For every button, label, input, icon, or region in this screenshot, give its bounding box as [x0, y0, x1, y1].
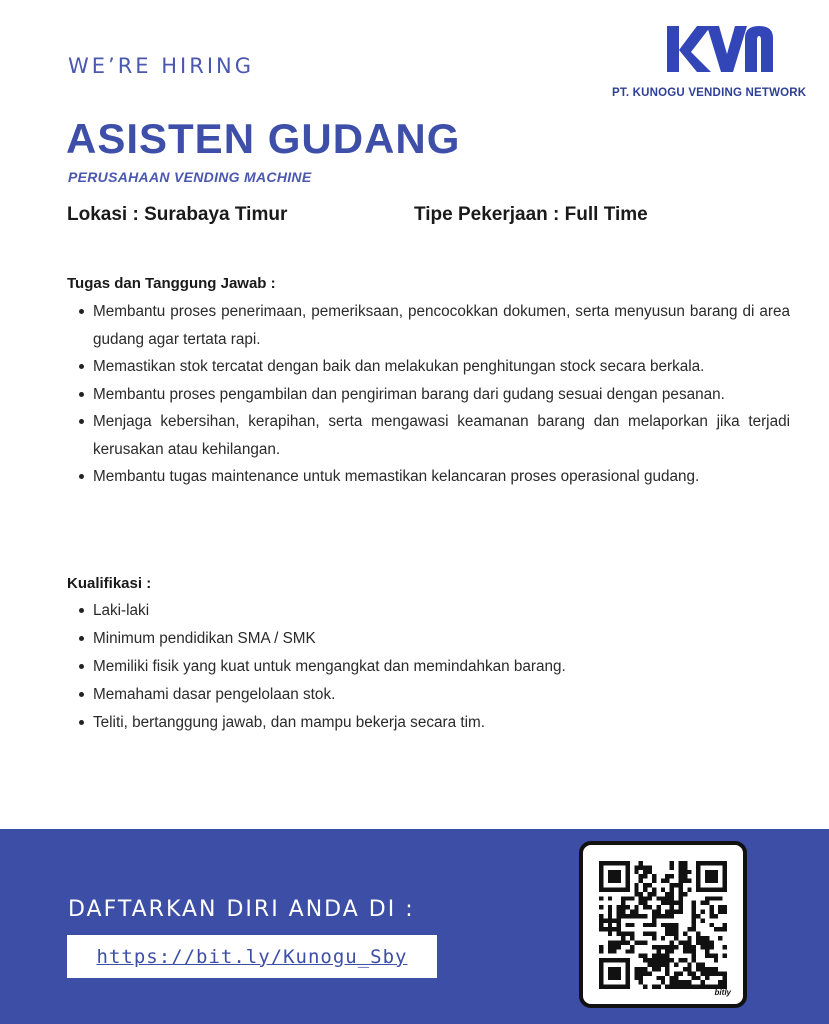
job-location: Lokasi : Surabaya Timur: [67, 204, 288, 225]
qualifications-heading: Kualifikasi :: [67, 575, 152, 592]
list-item: Laki-laki: [76, 597, 790, 625]
list-item: Memiliki fisik yang kuat untuk mengangkat dan memindahkan barang.: [76, 653, 790, 681]
bullet-icon: [79, 720, 84, 725]
job-type: Tipe Pekerjaan : Full Time: [414, 204, 648, 225]
duties-heading: Tugas dan Tanggung Jawab :: [67, 275, 276, 292]
bullet-icon: [79, 692, 84, 697]
qualifications-list: [76, 597, 790, 737]
list-item: Minimum pendidikan SMA / SMK: [76, 625, 790, 653]
list-item: Memahami dasar pengelolaan stok.: [76, 681, 790, 709]
bullet-icon: [79, 664, 84, 669]
list-item: Membantu tugas maintenance untuk memastikan kelancaran proses operasional gudang.: [76, 463, 790, 491]
company-logo: [612, 24, 822, 104]
list-item: Teliti, bertanggung jawab, dan mampu bekerja secara tim.: [76, 709, 790, 737]
hiring-tagline: WE’RE HIRING: [68, 54, 254, 78]
bullet-icon: [79, 608, 84, 613]
list-item: Memastikan stok tercatat dengan baik dan melakukan penghitungan stock secara berkala.: [76, 353, 790, 381]
job-subtitle: PERUSAHAAN VENDING MACHINE: [68, 169, 312, 185]
kvn-logo-icon: [667, 24, 775, 74]
url-box[interactable]: [67, 935, 437, 978]
company-name: PT. KUNOGU VENDING NETWORK: [612, 87, 807, 99]
list-item: Membantu proses penerimaan, pemeriksaan, pencocokkan dokumen, serta menyusun barang di area gudang agar tertata rapi.: [76, 298, 790, 353]
registration-link[interactable]: https://bit.ly/Kunogu_Sby: [96, 945, 408, 968]
duties-list: [76, 298, 790, 491]
bullet-icon: [79, 364, 84, 369]
qr-code[interactable]: [579, 841, 747, 1008]
bullet-icon: [79, 474, 84, 479]
qr-code-icon: [599, 861, 727, 989]
bullet-icon: [79, 419, 84, 424]
bullet-icon: [79, 309, 84, 314]
qr-brand-label: bitly: [714, 988, 731, 997]
list-item: Membantu proses pengambilan dan pengiriman barang dari gudang sesuai dengan pesanan.: [76, 381, 790, 409]
list-item: Menjaga kebersihan, kerapihan, serta mengawasi keamanan barang dan melaporkan jika terjadi kerusakan atau kehilangan.: [76, 408, 790, 463]
job-title: ASISTEN GUDANG: [66, 115, 461, 162]
cta-text: DAFTARKAN DIRI ANDA DI :: [68, 897, 415, 922]
bullet-icon: [79, 636, 84, 641]
bullet-icon: [79, 392, 84, 397]
